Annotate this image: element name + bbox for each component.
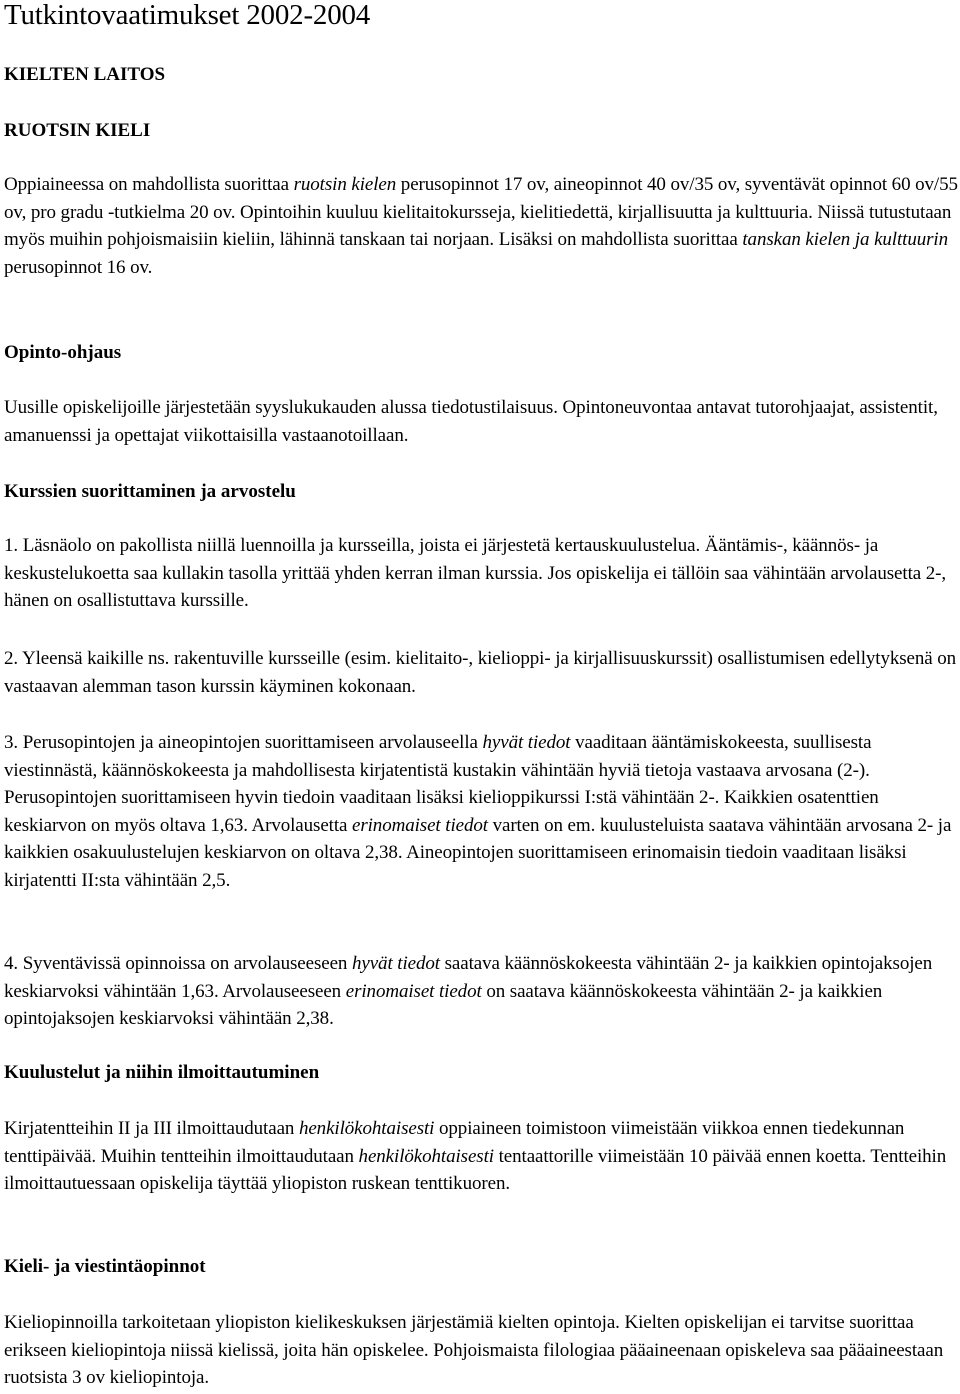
excellent-grade-emphasis: erinomaiset tiedot xyxy=(352,814,488,836)
exams-heading: Kuulustelut ja niihin ilmoittautuminen xyxy=(4,1062,320,1083)
excellent-grade-emphasis: erinomaiset tiedot xyxy=(345,980,482,1002)
department-heading: KIELTEN LAITOS xyxy=(4,64,166,85)
courses-item-2: 2. Yleensä kaikille ns. rakentuville kursseille (esim. kielitaito-, kielioppi- ja kirjallisuuskurssit) osallistumisen edellytyksenä on vastaavan alemman tason kurssin käyminen kokonaan. xyxy=(4,648,957,697)
courses-item-4: 4. Syventävissä opinnoissa on arvolauseeseen hyvät tiedot saatava käännöskokeesta vähintään 2- ja kaikkien opintojaksojen keskiarvoksi vähintään 1,63. Arvolauseeseen erinomaiset tiedot on saatava käännöskokeesta vähintään 2- ja kaikkien opintojaksojen keskiarvoksi vähintään 2,38. xyxy=(4,953,933,1030)
guidance-heading: Opinto-ohjaus xyxy=(4,342,122,363)
courses-item-3: 3. Perusopintojen ja aineopintojen suorittamiseen arvolauseella hyvät tiedot vaaditaan ääntämiskokeesta, suullisesta viestinnästä, käännöskokeesta ja mahdollisesta kirjatentistä kustakin vähintään hyviä tietoja vastaava arvosana (2-). Perusopintojen suorittamiseen hyvin tiedoin vaaditaan lisäksi kielioppikurssi I:stä vähintään 2-. Kaikkien osatenttien keskiarvon on myös oltava 1,63. Arvolausetta erinomaiset tiedot varten on em. kuulusteluista saatava vähintään arvosana 2- ja kaikkien osakuulustelujen keskiarvon on oltava 2,38. Aineopintojen suorittamiseen erinomaisin tiedoin vaaditaan lisäksi kirjatentti II:sta vähintään 2,5. xyxy=(4,732,952,891)
good-grade-emphasis: hyvät tiedot xyxy=(351,953,440,974)
intro-paragraph: Oppiaineessa on mahdollista suorittaa ruotsin kielen perusopinnot 17 ov, aineopinnot 40 ov/35 ov, syventävät opinnot 60 ov/55 ov, pro gradu -tutkielma 20 ov. Opintoihin kuuluu kielitaitokursseja, kielitiedettä, kirjallisuutta ja kulttuuria. Niissä tutustutaan myös muihin pohjoismaisiin kieliin, lähinnä tanskaan tai norjaan. Lisäksi on mahdollista suorittaa tanskan kielen ja kulttuurin perusopinnot 16 ov. xyxy=(4,174,958,278)
good-grade-emphasis: hyvät tiedot xyxy=(482,732,571,753)
exams-paragraph: Kirjatentteihin II ja III ilmoittaudutaan henkilökohtaisesti oppiaineen toimistoon viimeistään viikkoa ennen tiedekunnan tenttipäivää. Muihin tentteihin ilmoittaudutaan henkilökohtaisesti tentaattorille viimeistään 10 päivää ennen koetta. Tentteihin ilmoittautuessaan opiskelija täyttää yliopiston ruskean tenttikuoren. xyxy=(4,1118,947,1195)
personally-emphasis: henkilökohtaisesti xyxy=(358,1145,494,1167)
document-title: Tutkintovaatimukset 2002-2004 xyxy=(4,0,371,31)
subject-heading: RUOTSIN KIELI xyxy=(4,120,151,141)
courses-heading: Kurssien suorittaminen ja arvostelu xyxy=(4,481,296,502)
personally-emphasis: henkilökohtaisesti xyxy=(298,1118,435,1139)
danish-emphasis: tanskan kielen ja kulttuurin xyxy=(742,229,949,251)
subject-emphasis: ruotsin kielen xyxy=(293,174,397,195)
courses-item-1: 1. Läsnäolo on pakollista niillä luennoilla ja kursseilla, joista ei järjestetä kertauskuulustelua. Ääntämis-, käännös- ja keskustelukoetta saa kullakin tasolla yrittää yhden kerran ilman kurssia. Jos opiskelija ei tällöin saa vähintään arvolausetta 2-, hänen on osallistuttava kurssille. xyxy=(4,535,947,612)
language-studies-heading: Kieli- ja viestintäopinnot xyxy=(4,1256,206,1277)
guidance-paragraph: Uusille opiskelijoille järjestetään syyslukukauden alussa tiedotustilaisuus. Opintoneuvontaa antavat tutorohjaajat, assistentit, amanuenssi ja opettajat viikottaisilla vastaanotoillaan. xyxy=(4,397,938,446)
language-studies-paragraph: Kieliopinnoilla tarkoitetaan yliopiston kielikeskuksen järjestämiä kielten opintoja. Kielten opiskelijan ei tarvitse suorittaa erikseen kieliopintoja niissä kielissä, joita hän opiskelee. Pohjoismaista filologiaa pääaineenaan opiskeleva saa pääaineestaan ruotsista 3 ov kieliopintoja. xyxy=(4,1312,944,1389)
